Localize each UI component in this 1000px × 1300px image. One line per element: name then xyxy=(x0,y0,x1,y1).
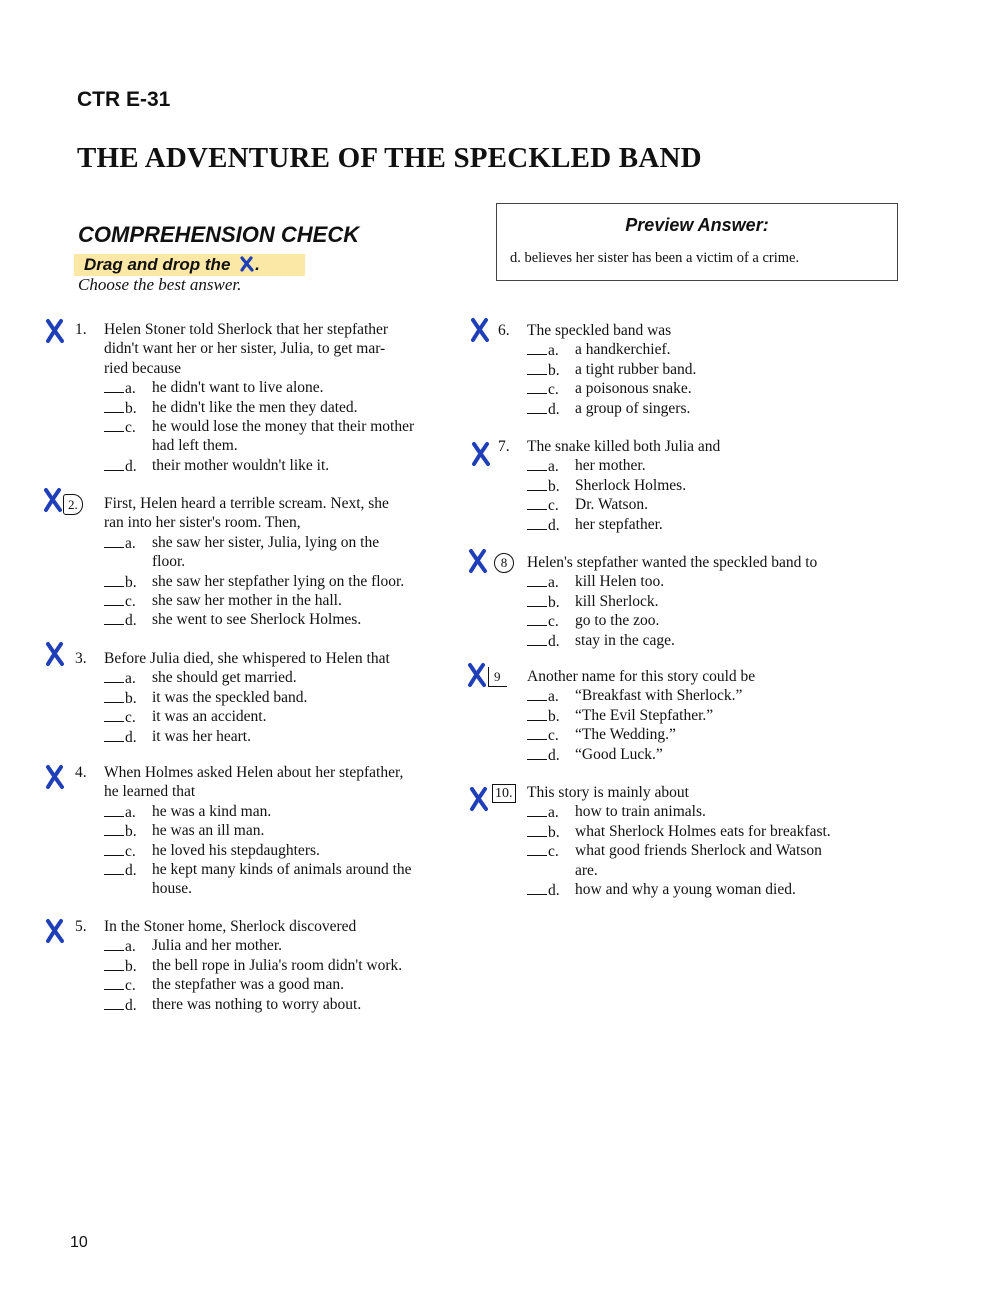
option-letter: a. xyxy=(125,534,136,552)
option-letter: c. xyxy=(548,381,559,399)
option-line: she should get married. xyxy=(152,669,297,687)
answer-blank[interactable] xyxy=(104,456,124,471)
option-line: floor. xyxy=(152,553,186,571)
answer-blank[interactable] xyxy=(527,360,547,375)
page-number: 10 xyxy=(70,1234,88,1251)
answer-blank[interactable] xyxy=(527,802,547,817)
option-letter: b. xyxy=(548,707,560,725)
option-line: a tight rubber band. xyxy=(575,360,697,378)
answer-option-a[interactable] xyxy=(104,668,297,688)
option-text xyxy=(575,592,659,611)
option-line: kill Sherlock. xyxy=(575,592,659,610)
answer-option-d[interactable] xyxy=(527,880,796,900)
question-number: 5. xyxy=(75,918,87,935)
option-text xyxy=(152,956,402,975)
answer-option-b[interactable] xyxy=(104,572,405,592)
answer-blank[interactable] xyxy=(527,476,547,491)
option-letter: d. xyxy=(125,862,137,879)
answer-option-c[interactable] xyxy=(527,841,822,879)
option-line: how to train animals. xyxy=(575,803,706,821)
option-text xyxy=(575,495,648,514)
question-stem xyxy=(527,783,689,802)
answer-blank[interactable] xyxy=(104,417,124,432)
question-number xyxy=(494,553,514,573)
option-letter: c. xyxy=(548,843,559,861)
question-number: 3. xyxy=(75,650,87,667)
option-letter: b. xyxy=(125,399,137,417)
x-mark-icon[interactable] xyxy=(468,786,490,812)
option-line: she saw her mother in the hall. xyxy=(152,592,342,609)
answer-option-d[interactable] xyxy=(527,515,663,535)
answer-blank[interactable] xyxy=(527,592,547,607)
answer-blank[interactable] xyxy=(527,706,547,721)
answer-blank[interactable] xyxy=(104,398,124,413)
option-line: she saw her sister, Julia, lying on the xyxy=(152,533,380,551)
answer-option-b[interactable] xyxy=(527,476,687,496)
option-line: she saw her stepfather lying on the floor. xyxy=(152,572,405,590)
option-text xyxy=(575,515,663,534)
answer-option-b[interactable] xyxy=(104,821,265,841)
option-letter: a. xyxy=(125,803,136,821)
stem-line: Another name for this story could be xyxy=(527,668,756,685)
answer-option-c[interactable] xyxy=(527,495,648,515)
answer-blank[interactable] xyxy=(527,611,547,626)
option-line: “The Wedding.” xyxy=(575,726,676,744)
option-text xyxy=(575,841,822,880)
answer-option-d[interactable] xyxy=(104,610,362,630)
stem-line: ried because xyxy=(104,359,182,377)
stem-line: ran into her sister's room. Then, xyxy=(104,514,301,532)
stem-line: This story is mainly about xyxy=(527,784,689,801)
option-letter: c. xyxy=(125,709,136,727)
option-line: Dr. Watson. xyxy=(575,496,648,514)
stem-line: didn't want her or her sister, Julia, to get mar- xyxy=(104,340,386,358)
x-mark-icon[interactable] xyxy=(42,487,64,513)
stem-line: The snake killed both Julia and xyxy=(527,438,721,455)
answer-blank[interactable] xyxy=(104,995,124,1010)
option-line: “Breakfast with Sherlock.” xyxy=(575,687,743,705)
option-letter: a. xyxy=(548,688,559,706)
option-line: how and why a young woman died. xyxy=(575,881,796,898)
option-letter: b. xyxy=(125,823,137,841)
option-text xyxy=(575,611,659,630)
answer-option-d[interactable] xyxy=(104,860,412,898)
answer-option-a[interactable] xyxy=(104,533,380,571)
answer-blank[interactable] xyxy=(104,936,124,951)
option-line: Julia and her mother. xyxy=(152,937,282,955)
option-line: kill Helen too. xyxy=(575,573,665,591)
page-title: THE ADVENTURE OF THE SPECKLED BAND xyxy=(77,142,702,174)
option-line: Sherlock Holmes. xyxy=(575,476,687,494)
answer-blank[interactable] xyxy=(104,610,124,625)
answer-option-b[interactable] xyxy=(527,592,659,612)
answer-blank[interactable] xyxy=(527,880,547,895)
stem-line: When Holmes asked Helen about her stepfather, xyxy=(104,764,404,781)
option-text xyxy=(152,841,320,860)
option-text xyxy=(152,591,342,610)
option-line: he kept many kinds of animals around the xyxy=(152,861,412,878)
answer-option-c[interactable] xyxy=(527,725,676,745)
answer-blank[interactable] xyxy=(104,841,124,856)
option-line: house. xyxy=(152,880,193,898)
stem-line: Helen's stepfather wanted the speckled band to xyxy=(527,554,818,571)
stem-line: Helen Stoner told Sherlock that her stepfather xyxy=(104,321,389,338)
option-text xyxy=(152,610,361,629)
stem-line: First, Helen heard a terrible scream. Next, she xyxy=(104,495,389,512)
option-line: he was a kind man. xyxy=(152,802,272,820)
option-letter: d. xyxy=(125,996,137,1014)
answer-option-b[interactable] xyxy=(104,956,403,976)
option-line: he loved his stepdaughters. xyxy=(152,841,320,859)
question-number: 9 xyxy=(488,667,507,687)
stem-line: Before Julia died, she whispered to Helen that xyxy=(104,650,390,667)
option-line: it was her heart. xyxy=(152,727,251,745)
answer-blank[interactable] xyxy=(527,340,547,355)
option-text xyxy=(152,417,414,456)
option-text xyxy=(575,706,713,725)
answer-option-a[interactable] xyxy=(104,802,272,822)
question-number: 4. xyxy=(75,764,87,781)
x-mark-icon[interactable] xyxy=(44,918,66,944)
option-letter: d. xyxy=(125,728,137,746)
answer-blank[interactable] xyxy=(104,533,124,548)
option-letter: a. xyxy=(548,574,559,592)
answer-option-a[interactable] xyxy=(527,802,706,822)
option-line: he didn't like the men they dated. xyxy=(152,398,358,416)
option-text xyxy=(152,572,404,591)
preview-answer-box xyxy=(496,203,898,281)
answer-option-c[interactable] xyxy=(527,611,660,631)
option-text xyxy=(575,686,742,705)
option-line: it was the speckled band. xyxy=(152,688,308,706)
answer-option-d[interactable] xyxy=(527,399,691,419)
option-letter: b. xyxy=(548,361,560,379)
answer-blank[interactable] xyxy=(527,725,547,740)
option-line: what Sherlock Holmes eats for breakfast. xyxy=(575,822,831,840)
answer-option-c[interactable] xyxy=(104,417,415,455)
option-letter: d. xyxy=(125,612,137,630)
option-letter: c. xyxy=(125,842,136,860)
option-text xyxy=(152,975,344,994)
option-line: their mother wouldn't like it. xyxy=(152,456,330,474)
stem-line: he learned that xyxy=(104,783,196,801)
drag-instruction xyxy=(74,254,305,276)
answer-option-c[interactable] xyxy=(104,707,267,727)
option-line: “The Evil Stepfather.” xyxy=(575,706,714,724)
option-letter: c. xyxy=(125,419,136,436)
instruction-text: Drag and drop the xyxy=(84,255,231,274)
option-line: “Good Luck.” xyxy=(575,745,663,763)
answer-option-a[interactable] xyxy=(527,340,671,360)
option-letter: b. xyxy=(548,823,560,841)
answer-blank[interactable] xyxy=(104,975,124,990)
sub-instruction: Choose the best answer. xyxy=(78,275,242,294)
x-mark-icon[interactable] xyxy=(239,256,255,272)
option-text xyxy=(152,688,307,707)
answer-blank[interactable] xyxy=(104,860,124,875)
option-text xyxy=(152,821,264,840)
answer-blank[interactable] xyxy=(104,572,124,587)
option-letter: c. xyxy=(548,613,559,631)
option-text xyxy=(575,631,675,650)
answer-option-d[interactable] xyxy=(527,745,663,765)
answer-blank[interactable] xyxy=(527,495,547,510)
option-text xyxy=(152,533,379,572)
answer-blank[interactable] xyxy=(527,822,547,837)
option-text xyxy=(575,822,831,841)
question-stem xyxy=(527,437,720,456)
option-line: a poisonous snake. xyxy=(575,380,692,398)
worksheet-code: CTR E-31 xyxy=(77,88,171,111)
option-text xyxy=(575,360,696,379)
option-line: stay in the cage. xyxy=(575,631,675,649)
option-text xyxy=(152,995,361,1014)
question-number: 7. xyxy=(498,438,510,455)
option-letter: a. xyxy=(548,458,559,476)
option-line: her mother. xyxy=(575,457,646,475)
answer-option-c[interactable] xyxy=(527,379,692,399)
option-line: he was an ill man. xyxy=(152,822,265,840)
section-heading: COMPREHENSION CHECK xyxy=(78,222,360,247)
question-stem xyxy=(104,917,356,936)
option-line: it was an accident. xyxy=(152,708,267,726)
answer-blank[interactable] xyxy=(527,841,547,856)
preview-answer: d. believes her sister has been a victim of a crime. xyxy=(510,250,800,266)
question-number xyxy=(492,783,516,803)
answer-option-b[interactable] xyxy=(527,822,831,842)
option-letter: b. xyxy=(125,573,137,591)
option-letter: a. xyxy=(125,380,136,398)
option-text xyxy=(575,476,686,495)
question-number: 2. xyxy=(63,494,83,515)
option-text xyxy=(152,398,358,417)
answer-option-c[interactable] xyxy=(104,841,320,861)
option-text xyxy=(152,668,297,687)
option-letter: c. xyxy=(125,977,136,995)
answer-option-a[interactable] xyxy=(527,456,646,476)
boxed-number: 10. xyxy=(492,784,516,803)
answer-option-a[interactable] xyxy=(104,378,324,398)
option-text xyxy=(575,379,692,398)
stem-line: In the Stoner home, Sherlock discovered xyxy=(104,918,357,935)
option-text xyxy=(152,727,251,746)
question-stem xyxy=(104,649,390,668)
option-letter: b. xyxy=(548,477,560,495)
answer-option-b[interactable] xyxy=(104,398,358,418)
question-number: 1. xyxy=(75,321,87,338)
question-stem xyxy=(527,321,671,340)
answer-option-a[interactable] xyxy=(104,936,282,956)
option-text xyxy=(575,572,664,591)
answer-option-d[interactable] xyxy=(104,727,251,747)
option-text xyxy=(152,936,282,955)
option-line: he would lose the money that their mother xyxy=(152,418,415,435)
answer-option-b[interactable] xyxy=(104,688,308,708)
option-text xyxy=(152,378,324,397)
option-text xyxy=(152,456,329,475)
option-line: a group of singers. xyxy=(575,399,691,417)
option-text xyxy=(575,725,676,744)
option-letter: d. xyxy=(548,882,560,899)
x-mark-icon[interactable] xyxy=(44,764,66,790)
option-text xyxy=(575,745,663,764)
answer-option-c[interactable] xyxy=(104,975,344,995)
answer-blank[interactable] xyxy=(104,591,124,606)
option-letter: c. xyxy=(548,727,559,745)
option-letter: a. xyxy=(548,342,559,360)
option-text xyxy=(152,860,412,899)
option-line: the bell rope in Julia's room didn't work. xyxy=(152,956,403,974)
answer-option-c[interactable] xyxy=(104,591,342,611)
option-text xyxy=(152,707,266,726)
question-stem xyxy=(104,494,389,533)
answer-blank[interactable] xyxy=(104,727,124,742)
option-letter: c. xyxy=(125,593,136,610)
option-letter: c. xyxy=(548,497,559,515)
x-mark-icon[interactable] xyxy=(470,441,492,467)
stem-line: The speckled band was xyxy=(527,322,672,339)
answer-option-d[interactable] xyxy=(104,995,362,1015)
option-letter: b. xyxy=(548,593,560,611)
answer-blank[interactable] xyxy=(527,379,547,394)
option-letter: d. xyxy=(125,457,137,475)
x-mark-icon[interactable] xyxy=(469,317,491,343)
option-text xyxy=(152,802,271,821)
answer-blank[interactable] xyxy=(104,688,124,703)
option-letter: d. xyxy=(548,632,560,650)
question-stem xyxy=(527,667,755,686)
option-line: there was nothing to worry about. xyxy=(152,995,362,1013)
answer-blank[interactable] xyxy=(527,456,547,471)
question-stem xyxy=(104,763,403,802)
option-line: had left them. xyxy=(152,437,238,455)
x-mark-icon[interactable] xyxy=(44,318,66,344)
question-number: 6. xyxy=(498,322,510,339)
answer-blank[interactable] xyxy=(527,572,547,587)
option-letter: d. xyxy=(548,400,560,418)
option-letter: a. xyxy=(125,938,136,956)
answer-blank[interactable] xyxy=(104,956,124,971)
option-line: are. xyxy=(575,861,598,879)
option-line: the stepfather was a good man. xyxy=(152,976,344,994)
option-line: he didn't want to live alone. xyxy=(152,379,324,397)
answer-blank[interactable] xyxy=(104,707,124,722)
answer-option-a[interactable] xyxy=(527,572,665,592)
option-line: what good friends Sherlock and Watson xyxy=(575,842,822,860)
instruction-end: . xyxy=(255,255,260,274)
option-letter: a. xyxy=(548,804,559,822)
option-text xyxy=(575,340,671,359)
answer-option-b[interactable] xyxy=(527,706,714,726)
answer-blank[interactable] xyxy=(527,745,547,760)
preview-title: Preview Answer: xyxy=(625,215,769,235)
answer-blank[interactable] xyxy=(527,399,547,414)
answer-blank[interactable] xyxy=(104,378,124,393)
answer-blank[interactable] xyxy=(527,686,547,701)
option-text xyxy=(575,802,706,821)
option-line: her stepfather. xyxy=(575,515,663,533)
answer-option-a[interactable] xyxy=(527,686,743,706)
option-letter: d. xyxy=(548,746,560,764)
answer-blank[interactable] xyxy=(527,631,547,646)
answer-option-d[interactable] xyxy=(527,631,675,651)
option-text xyxy=(575,456,646,475)
question-stem xyxy=(104,320,388,378)
answer-blank[interactable] xyxy=(104,668,124,683)
answer-option-b[interactable] xyxy=(527,360,697,380)
option-text xyxy=(575,399,690,418)
answer-blank[interactable] xyxy=(527,515,547,530)
option-letter: b. xyxy=(125,689,137,707)
option-line: she went to see Sherlock Holmes. xyxy=(152,611,362,629)
option-letter: b. xyxy=(125,957,137,975)
option-letter: d. xyxy=(548,516,560,534)
x-mark-icon[interactable] xyxy=(466,662,488,688)
answer-blank[interactable] xyxy=(104,802,124,817)
option-line: go to the zoo. xyxy=(575,612,660,630)
circled-number: 8 xyxy=(494,553,514,573)
question-stem xyxy=(527,553,817,572)
option-text xyxy=(575,880,796,899)
x-mark-icon[interactable] xyxy=(44,641,66,667)
x-mark-icon[interactable] xyxy=(467,548,489,574)
option-line: a handkerchief. xyxy=(575,341,671,359)
option-letter: a. xyxy=(125,670,136,688)
answer-option-d[interactable] xyxy=(104,456,330,476)
answer-blank[interactable] xyxy=(104,821,124,836)
